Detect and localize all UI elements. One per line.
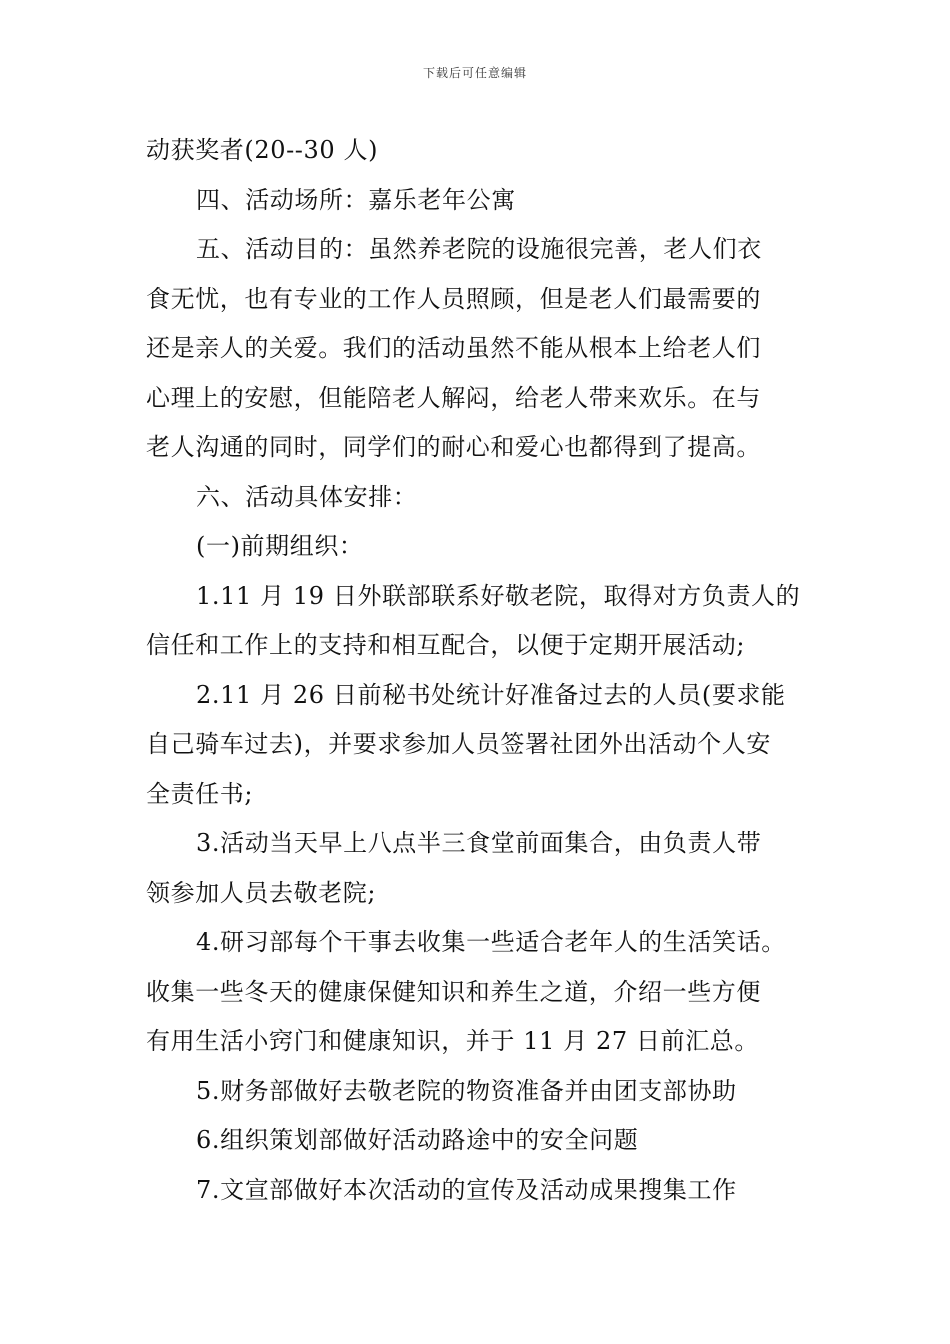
document-body	[146, 126, 826, 1215]
page-header: 下载后可任意编辑	[422, 66, 527, 80]
text-line: 7.文宣部做好本次活动的宣传及活动成果搜集工作	[196, 1175, 737, 1204]
text-line: 收集一些冬天的健康保健知识和养生之道，介绍一些方便	[146, 977, 761, 1006]
text-line: 2.11 月 26 日前秘书处统计好准备过去的人员(要求能	[196, 680, 786, 709]
text-line: (一)前期组织：	[196, 532, 364, 560]
text-line: 自己骑车过去)，并要求参加人员签署社团外出活动个人安	[146, 730, 771, 758]
text-line: 全责任书;	[146, 779, 254, 808]
text-line: 老人沟通的同时，同学们的耐心和爱心也都得到了提高。	[146, 433, 761, 461]
text-line: 有用生活小窍门和健康知识，并于 11 月 27 日前汇总。	[146, 1027, 759, 1055]
text-line: 食无忧，也有专业的工作人员照顾，但是老人们最需要的	[146, 284, 761, 313]
text-line: 信任和工作上的支持和相互配合，以便于定期开展活动;	[146, 631, 746, 659]
text-line: 5.财务部做好去敬老院的物资准备并由团支部协助	[196, 1076, 737, 1105]
text-line: 四、活动场所：嘉乐老年公寓	[196, 185, 516, 214]
text-line: 6.组织策划部做好活动路途中的安全问题	[196, 1126, 639, 1154]
text-line: 4.研习部每个干事去收集一些适合老年人的生活笑话。	[196, 928, 786, 956]
text-line: 动获奖者(20--30 人)	[146, 136, 379, 164]
text-line: 五、活动目的：虽然养老院的设施很完善，老人们衣	[196, 235, 762, 263]
text-line: 领参加人员去敬老院;	[146, 878, 377, 907]
text-line: 1.11 月 19 日外联部联系好敬老院，取得对方负责人的	[196, 581, 801, 610]
text-line: 六、活动具体安排：	[196, 482, 418, 511]
text-line: 心理上的安慰，但能陪老人解闷，给老人带来欢乐。在与	[146, 383, 761, 412]
text-line: 还是亲人的关爱。我们的活动虽然不能从根本上给老人们	[146, 334, 761, 362]
text-line: 3.活动当天早上八点半三食堂前面集合，由负责人带	[196, 829, 762, 857]
